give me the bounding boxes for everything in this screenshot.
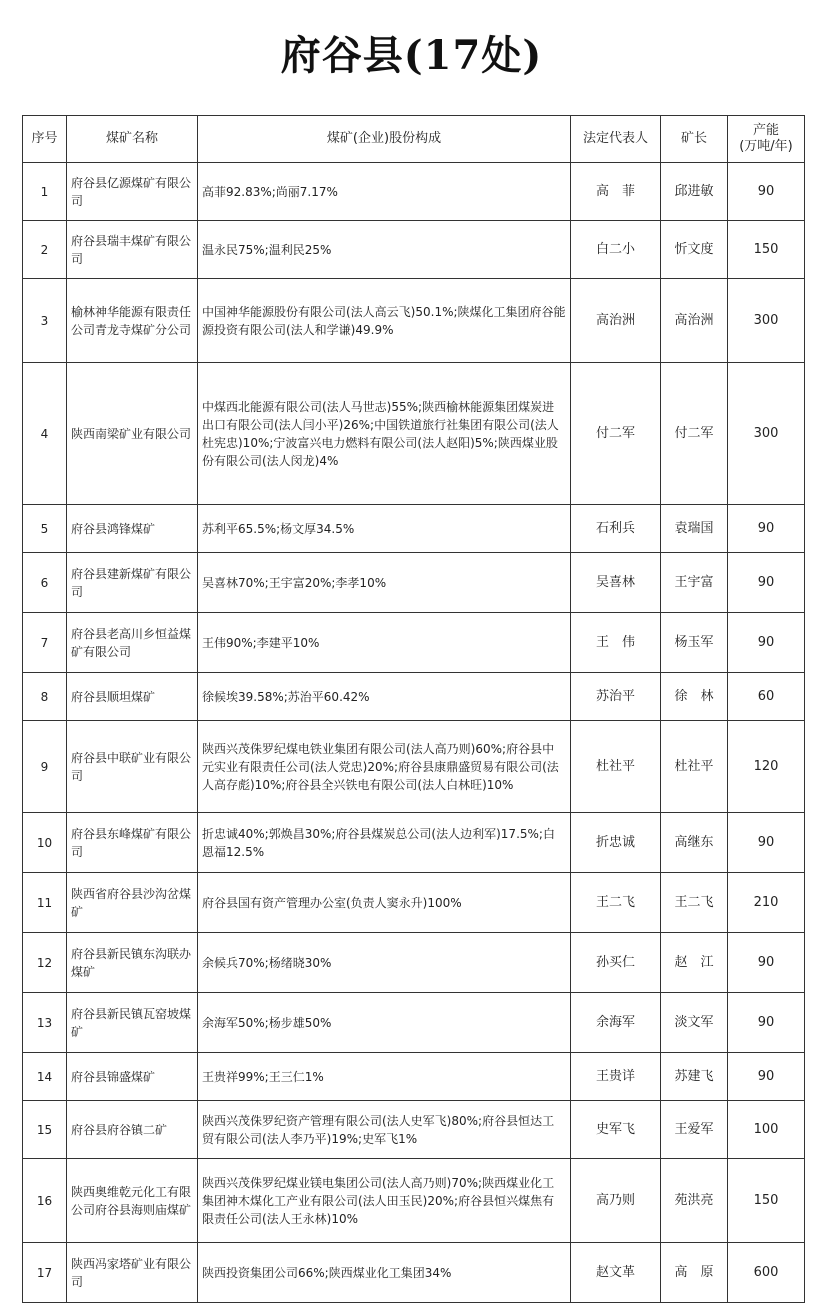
cell-no: 16 [23,1159,67,1243]
cell-manager: 邱进敏 [661,163,728,221]
cell-no: 2 [23,221,67,279]
cell-capacity: 90 [728,163,805,221]
cell-legal-rep: 杜社平 [571,721,661,813]
table-row [23,721,805,813]
cell-capacity: 210 [728,873,805,933]
table-row [23,1159,805,1243]
cell-legal-rep: 王 伟 [571,613,661,673]
cell-shares: 中国神华能源股份有限公司(法人高云飞)50.1%;陕煤化工集团府谷能源投资有限公司(法人和学谦)49.9% [198,279,571,363]
table-header-row [23,116,805,163]
cell-legal-rep: 孙买仁 [571,933,661,993]
cell-capacity: 90 [728,505,805,553]
cell-mine-name: 府谷县锦盛煤矿 [67,1053,198,1101]
table-row [23,613,805,673]
cell-shares: 陕西兴茂侏罗纪煤电铁业集团有限公司(法人高乃则)60%;府谷县中元实业有限责任公司(法人党忠)20%;府谷县康鼎盛贸易有限公司(法人高存彪)10%;府谷县全兴铁电有限公司(法人白林旺)10% [198,721,571,813]
cell-legal-rep: 高 菲 [571,163,661,221]
cell-manager: 王宇富 [661,553,728,613]
table-row [23,505,805,553]
cell-capacity: 300 [728,363,805,505]
cell-shares: 中煤西北能源有限公司(法人马世志)55%;陕西榆林能源集团煤炭进出口有限公司(法人闫小平)26%;中国铁道旅行社集团有限公司(法人杜宪忠)10%;宁波富兴电力燃料有限公司(法人赵阳)5%;陕西煤业股份有限公司(法人闵龙)4% [198,363,571,505]
table-row [23,279,805,363]
cell-shares: 陕西兴茂侏罗纪煤业镁电集团公司(法人高乃则)70%;陕西煤业化工集团神木煤化工产业有限公司(法人田玉民)20%;府谷县恒兴煤焦有限责任公司(法人王永林)10% [198,1159,571,1243]
cell-legal-rep: 石利兵 [571,505,661,553]
cell-legal-rep: 吴喜林 [571,553,661,613]
table-row [23,163,805,221]
cell-no: 17 [23,1243,67,1303]
cell-mine-name: 陕西冯家塔矿业有限公司 [67,1243,198,1303]
cell-manager: 苑洪亮 [661,1159,728,1243]
cell-capacity: 300 [728,279,805,363]
cell-capacity: 120 [728,721,805,813]
table-body [23,163,805,1303]
cell-legal-rep: 苏治平 [571,673,661,721]
cell-no: 9 [23,721,67,813]
cell-shares: 苏利平65.5%;杨文厚34.5% [198,505,571,553]
cell-capacity: 90 [728,613,805,673]
cell-no: 12 [23,933,67,993]
cell-manager: 赵 江 [661,933,728,993]
cell-capacity: 90 [728,993,805,1053]
cell-no: 13 [23,993,67,1053]
cell-manager: 杜社平 [661,721,728,813]
header-capacity-line2: (万吨/年) [739,139,793,154]
table-row [23,221,805,279]
header-mine-name: 煤矿名称 [67,116,198,163]
cell-mine-name: 榆林神华能源有限责任公司青龙寺煤矿分公司 [67,279,198,363]
cell-capacity: 90 [728,813,805,873]
cell-no: 3 [23,279,67,363]
table-row [23,813,805,873]
table-row [23,993,805,1053]
table-row [23,1053,805,1101]
cell-legal-rep: 付二军 [571,363,661,505]
cell-shares: 徐候埃39.58%;苏治平60.42% [198,673,571,721]
cell-capacity: 60 [728,673,805,721]
table-row [23,1243,805,1303]
cell-capacity: 90 [728,1053,805,1101]
table-row [23,363,805,505]
cell-manager: 高继东 [661,813,728,873]
table-row [23,933,805,993]
cell-legal-rep: 高治洲 [571,279,661,363]
cell-mine-name: 府谷县中联矿业有限公司 [67,721,198,813]
cell-no: 1 [23,163,67,221]
cell-manager: 忻文度 [661,221,728,279]
cell-no: 15 [23,1101,67,1159]
cell-mine-name: 府谷县新民镇东沟联办煤矿 [67,933,198,993]
cell-manager: 淡文军 [661,993,728,1053]
cell-capacity: 150 [728,221,805,279]
cell-mine-name: 陕西奥维乾元化工有限公司府谷县海则庙煤矿 [67,1159,198,1243]
cell-mine-name: 府谷县鸿锋煤矿 [67,505,198,553]
cell-capacity: 100 [728,1101,805,1159]
cell-mine-name: 府谷县建新煤矿有限公司 [67,553,198,613]
cell-mine-name: 府谷县东峰煤矿有限公司 [67,813,198,873]
page-title: 府谷县(17处) [280,32,543,79]
cell-legal-rep: 赵文革 [571,1243,661,1303]
cell-shares: 吴喜林70%;王宇富20%;李孝10% [198,553,571,613]
cell-no: 11 [23,873,67,933]
cell-manager: 苏建飞 [661,1053,728,1101]
header-manager: 矿长 [661,116,728,163]
table-row [23,1101,805,1159]
cell-manager: 袁瑞国 [661,505,728,553]
cell-legal-rep: 折忠诚 [571,813,661,873]
cell-shares: 余候兵70%;杨绪晓30% [198,933,571,993]
cell-shares: 陕西兴茂侏罗纪资产管理有限公司(法人史军飞)80%;府谷县恒达工贸有限公司(法人李乃平)19%;史军飞1% [198,1101,571,1159]
table-row [23,873,805,933]
cell-no: 6 [23,553,67,613]
cell-legal-rep: 史军飞 [571,1101,661,1159]
cell-mine-name: 府谷县亿源煤矿有限公司 [67,163,198,221]
cell-shares: 余海军50%;杨步雄50% [198,993,571,1053]
cell-capacity: 600 [728,1243,805,1303]
cell-capacity: 90 [728,933,805,993]
cell-no: 10 [23,813,67,873]
cell-manager: 徐 林 [661,673,728,721]
cell-legal-rep: 余海军 [571,993,661,1053]
cell-mine-name: 府谷县瑞丰煤矿有限公司 [67,221,198,279]
cell-no: 14 [23,1053,67,1101]
cell-mine-name: 府谷县顺坦煤矿 [67,673,198,721]
cell-no: 7 [23,613,67,673]
cell-shares: 温永民75%;温利民25% [198,221,571,279]
cell-manager: 杨玉军 [661,613,728,673]
cell-capacity: 90 [728,553,805,613]
header-legal-rep: 法定代表人 [571,116,661,163]
table-row [23,553,805,613]
header-capacity-line1: 产能 [752,123,779,138]
cell-no: 8 [23,673,67,721]
header-capacity [728,116,805,163]
cell-manager: 高治洲 [661,279,728,363]
cell-mine-name: 府谷县老高川乡恒益煤矿有限公司 [67,613,198,673]
coal-mine-table [22,115,805,1303]
cell-legal-rep: 白二小 [571,221,661,279]
cell-legal-rep: 王贵详 [571,1053,661,1101]
cell-mine-name: 府谷县新民镇瓦窑坡煤矿 [67,993,198,1053]
cell-manager: 王二飞 [661,873,728,933]
cell-no: 4 [23,363,67,505]
cell-mine-name: 府谷县府谷镇二矿 [67,1101,198,1159]
cell-no: 5 [23,505,67,553]
cell-capacity: 150 [728,1159,805,1243]
cell-shares: 府谷县国有资产管理办公室(负责人窦永升)100% [198,873,571,933]
header-no: 序号 [23,116,67,163]
cell-shares: 王伟90%;李建平10% [198,613,571,673]
cell-shares: 王贵祥99%;王三仁1% [198,1053,571,1101]
cell-legal-rep: 高乃则 [571,1159,661,1243]
cell-shares: 折忠诚40%;郭焕昌30%;府谷县煤炭总公司(法人边利军)17.5%;白恩福12.5% [198,813,571,873]
header-shares: 煤矿(企业)股份构成 [198,116,571,163]
cell-manager: 付二军 [661,363,728,505]
cell-shares: 陕西投资集团公司66%;陕西煤业化工集团34% [198,1243,571,1303]
cell-legal-rep: 王二飞 [571,873,661,933]
cell-manager: 高 原 [661,1243,728,1303]
cell-mine-name: 陕西南梁矿业有限公司 [67,363,198,505]
cell-mine-name: 陕西省府谷县沙沟岔煤矿 [67,873,198,933]
table-row [23,673,805,721]
cell-manager: 王爱军 [661,1101,728,1159]
cell-shares: 高菲92.83%;尚丽7.17% [198,163,571,221]
